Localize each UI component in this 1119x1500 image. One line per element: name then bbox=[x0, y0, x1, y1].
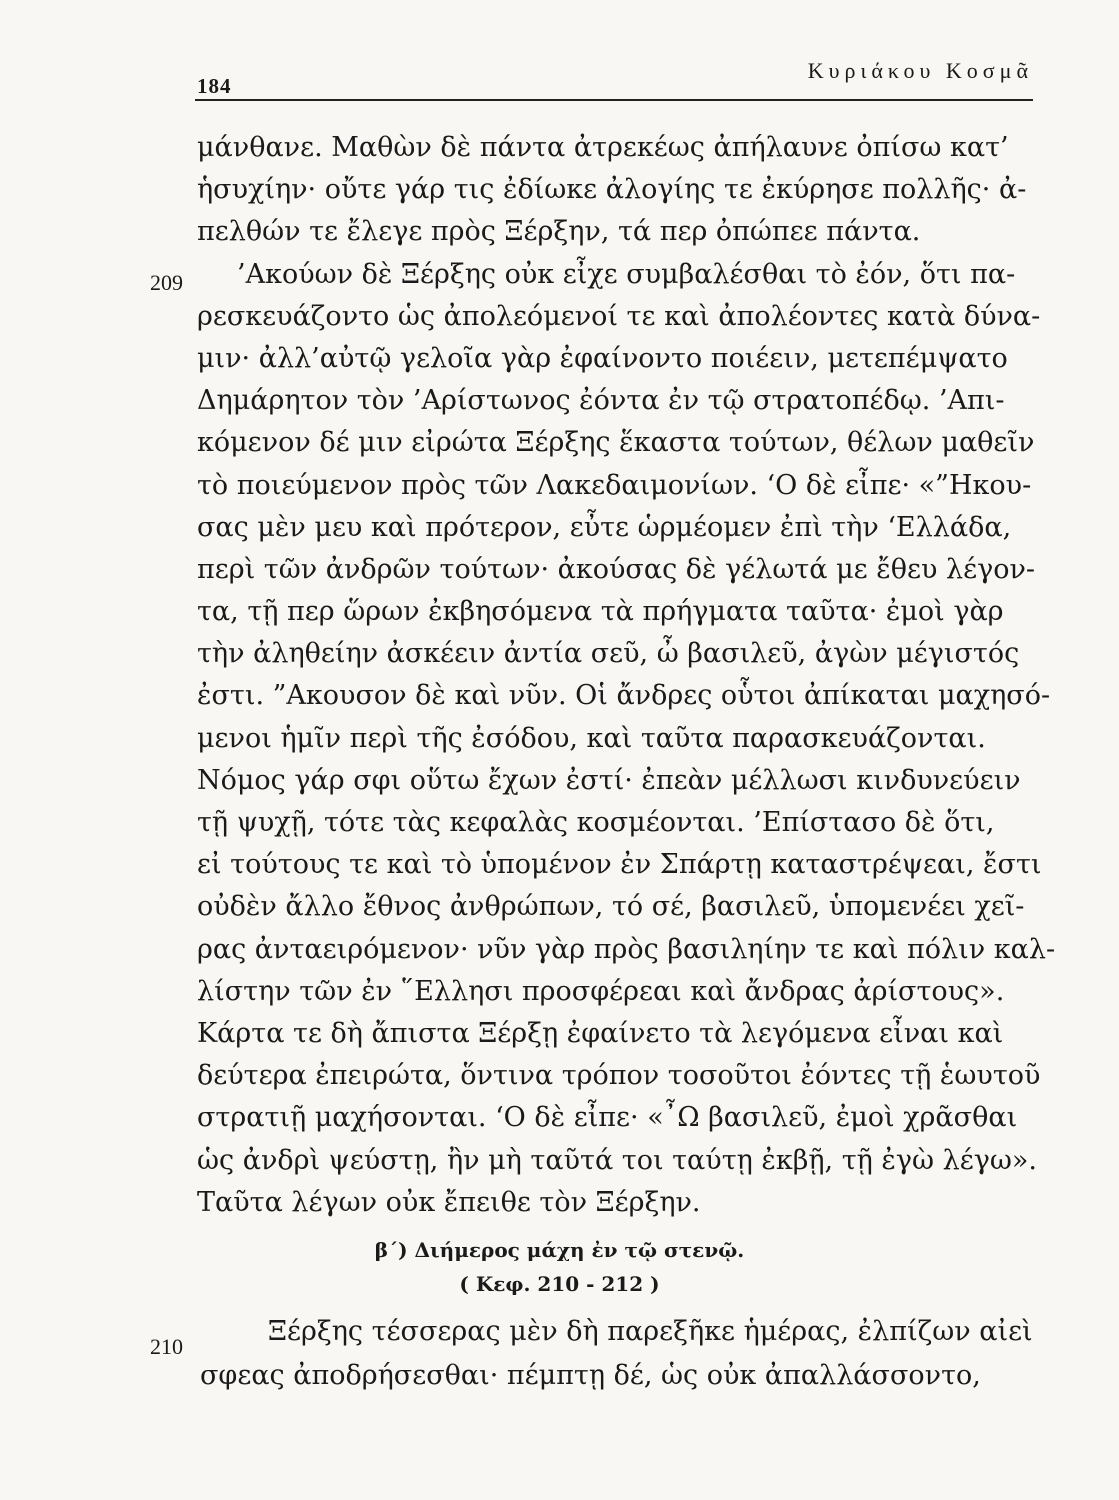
text-line: Ταῦτα λέγων οὐκ ἔπειθε τὸν Ξέρξην. bbox=[197, 1186, 701, 1218]
text-line: τὸ ποιεύμενον πρὸς τῶν Λακεδαιμονίων. ‘Ο δὲ εἶπε· «”Ηκου- bbox=[197, 469, 1032, 501]
text-line: Κάρτα τε δὴ ἄπιστα Ξέρξῃ ἐφαίνετο τὰ λεγόμενα εἶναι καὶ bbox=[197, 1017, 1004, 1049]
text-line: μιν· ἀλλ’αὐτῷ γελοῖα γὰρ ἐφαίνοντο ποιέειν, μετεπέμψατο bbox=[197, 342, 1008, 374]
margin-number-209: 209 bbox=[150, 270, 183, 295]
text-line: λίστην τῶν ἐν ῞Ελλησι προσφέρεαι καὶ ἄνδρας ἀρίστους». bbox=[197, 975, 1005, 1007]
text-line: τὴν ἀληθείην ἀσκέειν ἀντία σεῦ, ὦ βασιλεῦ, ἀγὼν μέγιστός bbox=[197, 638, 1020, 670]
margin-number-210: 210 bbox=[150, 1334, 183, 1359]
text-line: Νόμος γάρ σφι οὕτω ἔχων ἐστί· ἐπεὰν μέλλωσι κινδυνεύειν bbox=[197, 764, 1021, 796]
text-line: τῇ ψυχῇ, τότε τὰς κεφαλὰς κοσμέονται. ’Επίστασο δὲ ὅτι, bbox=[197, 807, 995, 838]
text-line: Δημάρητον τὸν ’Αρίστωνος ἐόντα ἐν τῷ στρατοπέδῳ. ’Απι- bbox=[197, 385, 1005, 417]
main-text bbox=[197, 127, 1056, 1224]
text-line: σας μὲν μευ καὶ πρότερον, εὖτε ὡρμέομεν ἐπὶ τὴν ‘Ελλάδα, bbox=[197, 511, 1012, 543]
text-line: ἡσυχίην· οὔτε γάρ τις ἐδίωκε ἀλογίης τε ἐκύρησε πολλῆς· ἀ- bbox=[197, 174, 1027, 206]
section-subtitle: ( Κεφ. 210 - 212 ) bbox=[459, 1272, 660, 1296]
text-line: ρεσκευάζοντο ὡς ἀπολεόμενοί τε καὶ ἀπολέοντες κατὰ δύνα- bbox=[197, 300, 1041, 332]
text-line: εἰ τούτους τε καὶ τὸ ὑπομένον ἐν Σπάρτῃ καταστρέψεαι, ἔστι bbox=[197, 849, 1042, 881]
text-line: ’Ακούων δὲ Ξέρξης οὐκ εἶχε συμβαλέσθαι τὸ ἐόν, ὅτι πα- bbox=[237, 258, 1016, 290]
section-text bbox=[200, 1310, 1046, 1398]
text-line: δεύτερα ἐπειρώτα, ὅντινα τρόπον τοσοῦτοι ἐόντες τῇ ἑωυτοῦ bbox=[197, 1060, 1041, 1092]
text-line: Ξέρξης τέσσερας μὲν δὴ παρεξῆκε ἡμέρας, ἐλπίζων αἰεὶ bbox=[268, 1316, 1033, 1347]
text-line: ὡς ἀνδρὶ ψεύστῃ, ἢν μὴ ταῦτά τοι ταύτῃ ἐκβῇ, τῇ ἐγὼ λέγω». bbox=[197, 1144, 1037, 1176]
text-line: τα, τῇ περ ὥρων ἐκβησόμενα τὰ πρήγματα ταῦτα· ἐμοὶ γὰρ bbox=[197, 596, 1004, 628]
section-title: β΄) Διήμερος μάχη ἐν τῷ στενῷ. bbox=[374, 1238, 745, 1262]
header-rule bbox=[195, 99, 1033, 101]
text-line: ρας ἀνταειρόμενον· νῦν γὰρ πρὸς βασιληίην τε καὶ πόλιν καλ- bbox=[197, 933, 1056, 965]
text-line: ἐστι. ”Ακουσον δὲ καὶ νῦν. Οἱ ἄνδρες οὗτοι ἀπίκαται μαχησό- bbox=[197, 680, 1051, 712]
text-line: μάνθανε. Μαθὼν δὲ πάντα ἀτρεκέως ἀπήλαυνε ὀπίσω κατ’ bbox=[197, 132, 1009, 163]
text-line: σφεας ἀποδρήσεσθαι· πέμπτῃ δέ, ὡς οὐκ ἀπαλλάσσοντο, bbox=[200, 1360, 981, 1391]
text-line: οὐδὲν ἄλλο ἔθνος ἀνθρώπων, τό σέ, βασιλεῦ, ὑπομενέει χεῖ- bbox=[197, 891, 1025, 923]
text-line: κόμενον δέ μιν εἰρώτα Ξέρξης ἕκαστα τούτων, θέλων μαθεῖν bbox=[197, 427, 1035, 459]
running-head-author: Κυριάκου Κοσμᾶ bbox=[807, 58, 1033, 83]
text-line: μενοι ἡμῖν περὶ τῆς ἐσόδου, καὶ ταῦτα παρασκευάζονται. bbox=[197, 722, 986, 754]
text-line: περὶ τῶν ἀνδρῶν τούτων· ἀκούσας δὲ γέλωτά με ἔθευ λέγον- bbox=[197, 553, 1036, 585]
text-line: στρατιῇ μαχήσονται. ‘Ο δὲ εἶπε· «῏Ω βασιλεῦ, ἐμοὶ χρᾶσθαι bbox=[197, 1102, 1018, 1134]
page-number: 184 bbox=[197, 74, 232, 98]
text-line: πελθών τε ἔλεγε πρὸς Ξέρξην, τά περ ὀπώπεε πάντα. bbox=[197, 216, 921, 248]
